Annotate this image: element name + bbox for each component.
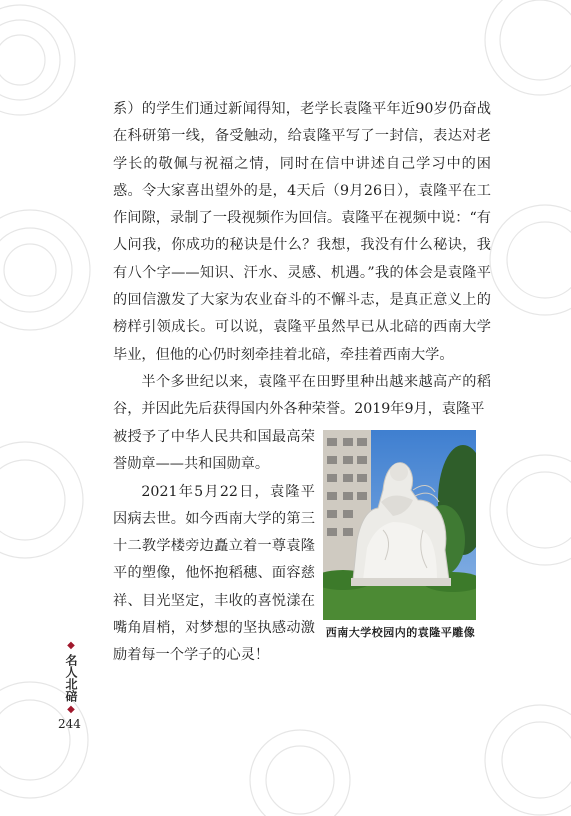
body-paragraph-1-container xyxy=(113,96,491,369)
series-label xyxy=(60,640,82,716)
body-paragraph-2: 半个多世纪以来，袁隆平在田野里种出越来越高产的稻谷，并因此先后获得国内外各种荣誉。2019年9月，袁隆平 xyxy=(113,374,491,418)
body-paragraph-3: 2021年5月22日，袁隆平因病去世。如今西南大学的第三十二教学楼旁边矗立着一尊袁隆平的塑像，他怀抱稻穗、面容慈祥、目光坚定，丰收的喜悦漾在嘴角眉梢，对梦想的坚执感动激励着每一个学子的心灵！ xyxy=(113,483,315,664)
diamond-ornament-icon: ◆ xyxy=(67,704,75,715)
page-number: 244 xyxy=(58,717,81,731)
body-paragraph-1: 系）的学生们通过新闻得知，老学长袁隆平年近90岁仍奋战在科研第一线，备受触动，给袁隆平写了一封信，表达对老学长的敬佩与祝福之情，同时在信中讲述自己学习中的困惑。令大家喜出望外的是，4天后（9月26日），袁隆平在工作间隙，录制了一段视频作为回信。袁隆平在视频中说：“有人问我，你成功的秘诀是什么？我想，我没有什么秘诀，我有八个字——知识、汗水、灵感、机遇。”我的体会是袁隆平的回信激发了大家为农业奋斗的不懈斗志，是真正意义上的榜样引领成长。可以说，袁隆平虽然早已从北碚的西南大学毕业，但他的心仍时刻牵挂着北碚，牵挂着西南大学。 xyxy=(113,101,491,363)
statue-photo xyxy=(323,430,476,620)
body-paragraph-2-wrap: 被授予了中华人民共和国最高荣誉勋章——共和国勋章。 xyxy=(113,429,315,473)
body-paragraph-2-container xyxy=(113,369,491,424)
diamond-ornament-icon: ◆ xyxy=(67,640,75,651)
series-label-text: 名人北碚 xyxy=(64,654,78,702)
photo-caption: 西南大学校园内的袁隆平雕像 xyxy=(325,626,476,639)
statue-photo-icon xyxy=(323,430,476,620)
body-column-left xyxy=(113,424,315,670)
